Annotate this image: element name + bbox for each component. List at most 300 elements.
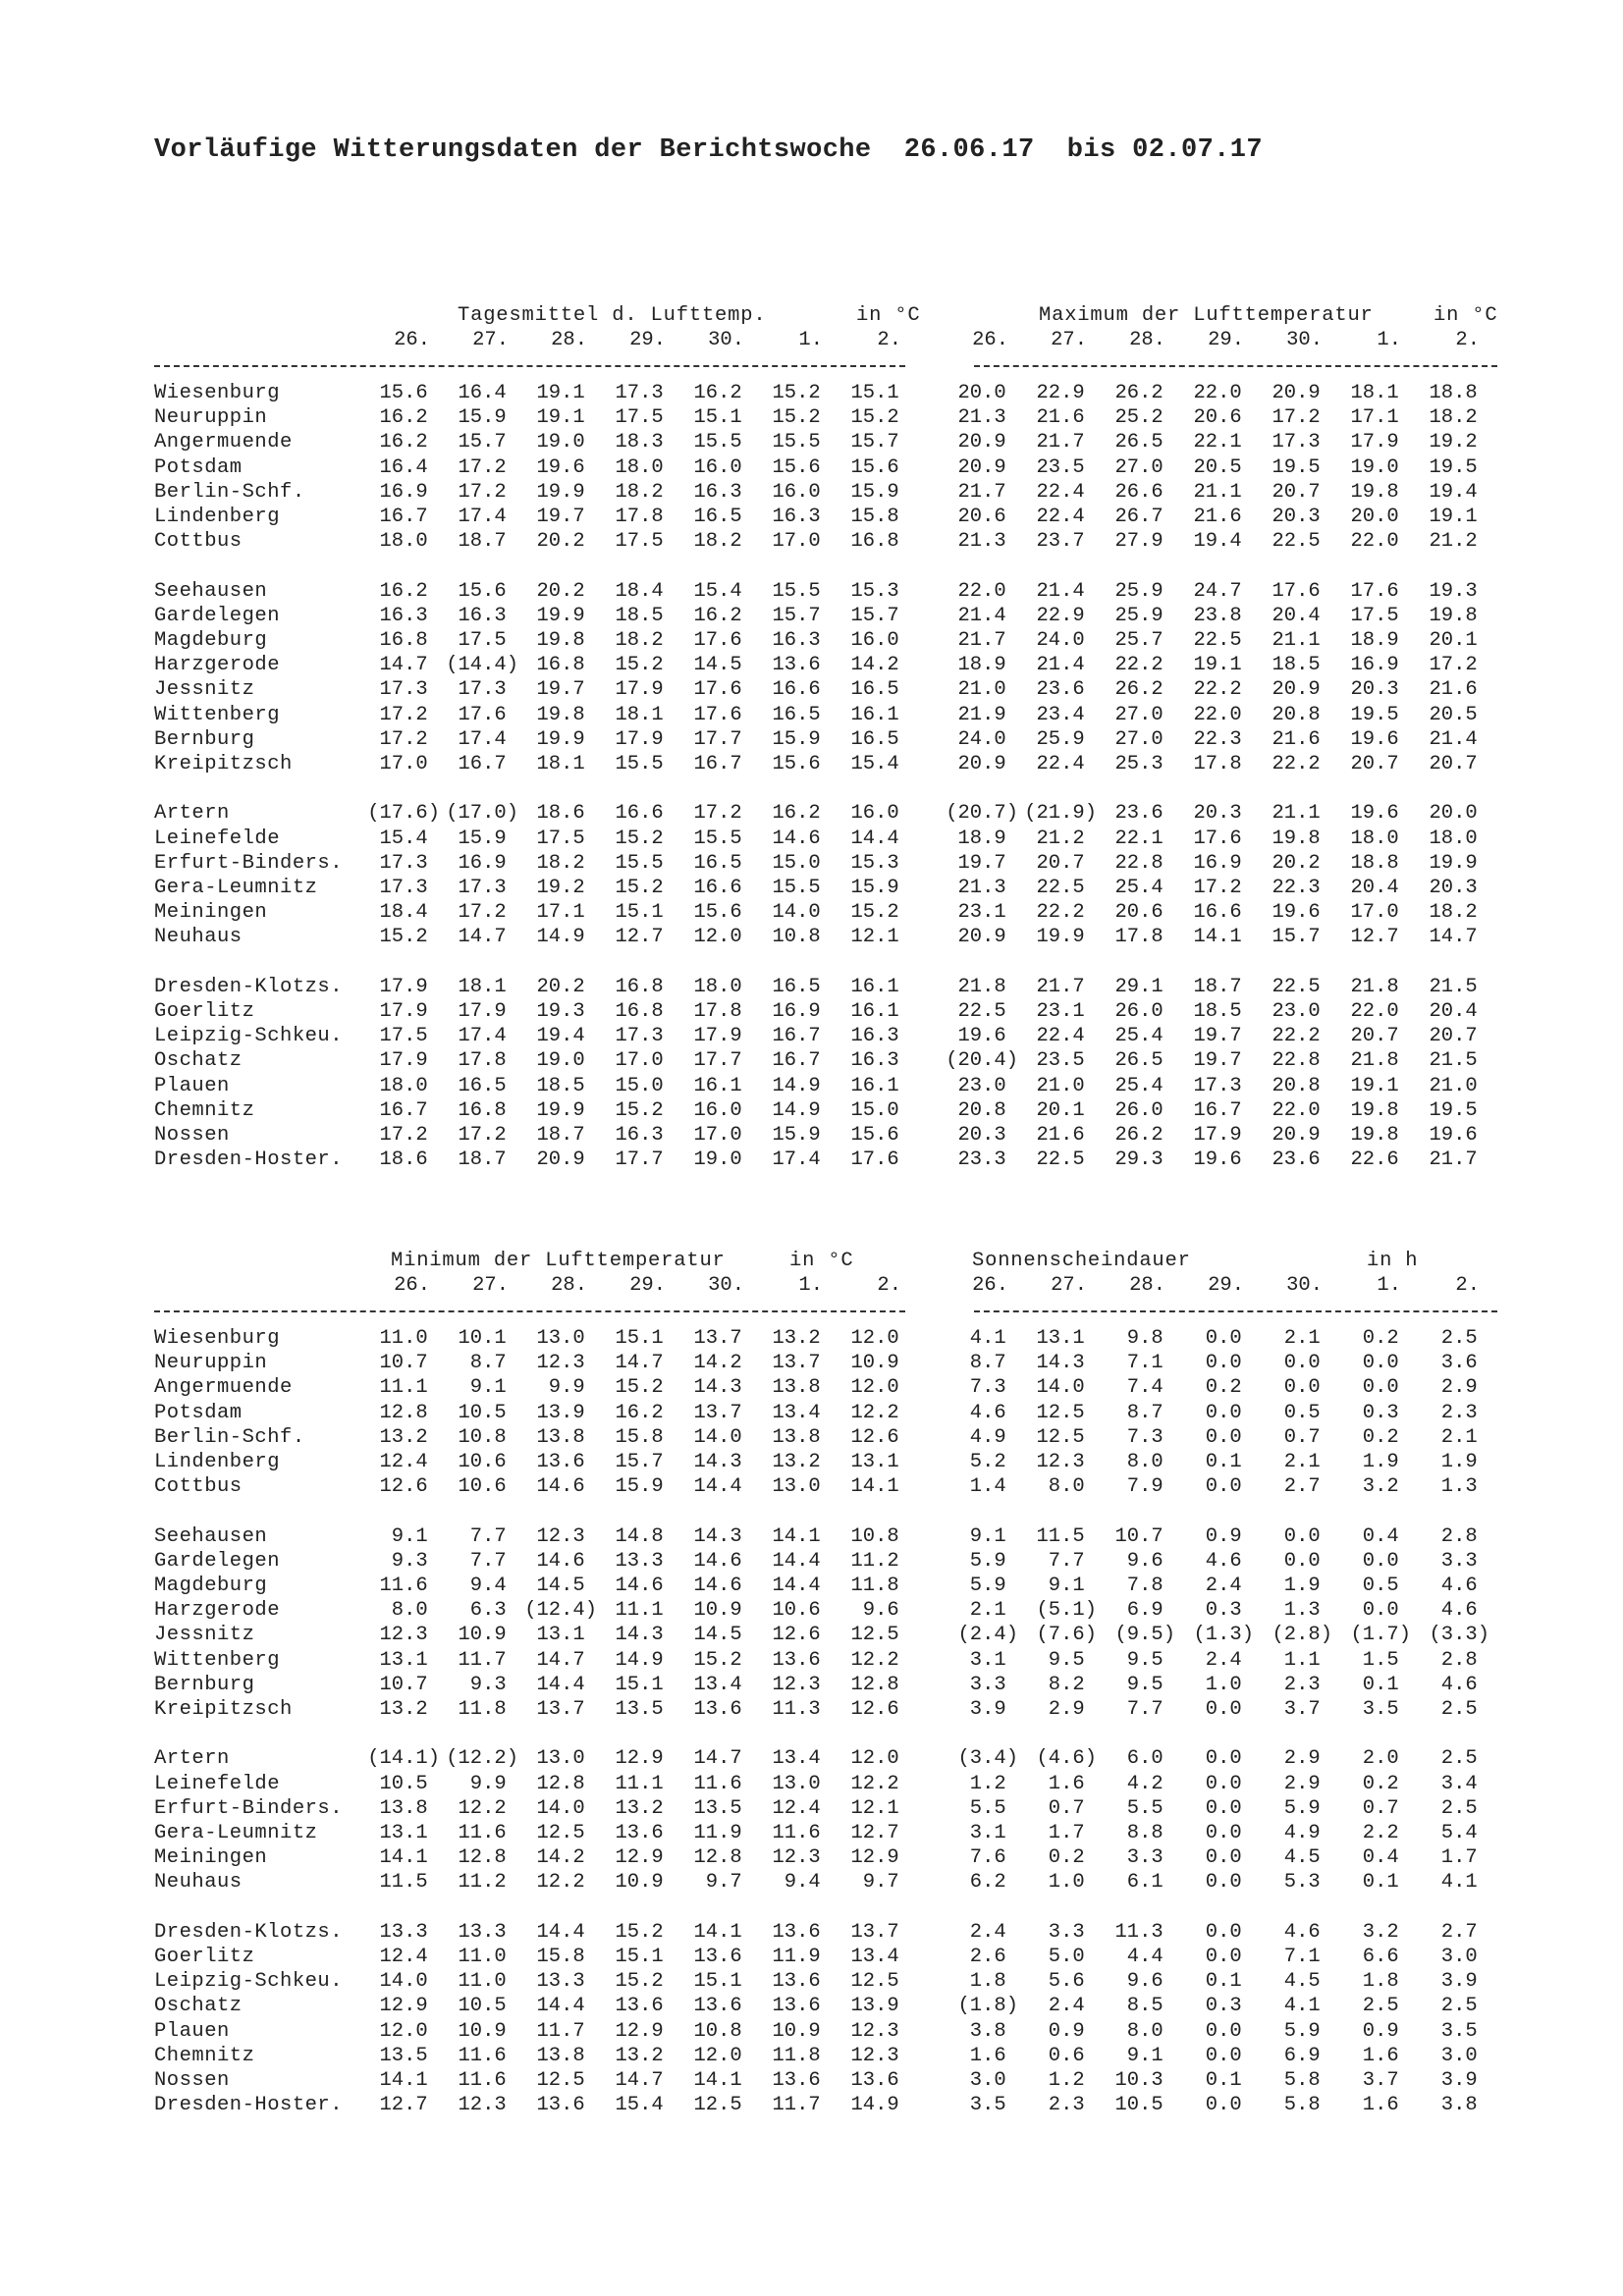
tmax-value: 20.4 (1429, 1000, 1489, 1023)
sun-value: 5.4 (1440, 1822, 1489, 1844)
station-name: Gardelegen (154, 604, 281, 627)
tmean-value: 15.2 (850, 406, 911, 430)
station-name: Angermuende (154, 431, 293, 454)
tmin-value: 15.1 (615, 1327, 676, 1350)
tmin-value: 11.0 (458, 1946, 518, 1968)
tmax-value: 25.9 (1036, 727, 1097, 751)
sun-value: 4.5 (1283, 1846, 1332, 1870)
tmin-value: 9.9 (548, 1376, 597, 1400)
tmin-value: 11.9 (693, 1822, 754, 1844)
tmean-value: 18.6 (536, 802, 597, 826)
tmin-value: 14.4 (536, 1673, 597, 1696)
tmax-value: 21.5 (1429, 975, 1489, 998)
tmax-value: 21.1 (1193, 480, 1254, 504)
tmax-value: 17.2 (1271, 406, 1332, 430)
tmean-value: 17.6 (458, 703, 518, 726)
tmax-value: 24.0 (957, 727, 1018, 751)
tmean-value: 16.8 (615, 1000, 676, 1023)
tmax-value: 19.8 (1350, 480, 1411, 504)
tmean-value: 18.0 (615, 455, 676, 479)
tmax-value: 20.3 (1350, 678, 1411, 702)
tmin-value: 10.5 (458, 1995, 518, 2018)
sun-value: 1.2 (1048, 2069, 1097, 2092)
sun-value: 0.7 (1048, 1796, 1097, 1820)
sun-value: 0.0 (1362, 1376, 1411, 1400)
sun-value: 1.9 (1283, 1575, 1332, 1597)
tmean-day-header: 28. (551, 329, 587, 351)
tmean-day-header: 29. (629, 329, 666, 351)
sun-value: 2.5 (1440, 1796, 1489, 1820)
tmin-value: 13.6 (536, 1451, 597, 1473)
sun-value: 0.1 (1205, 2069, 1254, 2092)
tmin-value: 11.2 (850, 1549, 911, 1573)
tmax-value: 19.7 (1193, 1049, 1254, 1073)
tmin-value: 7.7 (469, 1524, 518, 1548)
sun-value: 0.0 (1205, 2044, 1254, 2067)
tmean-value: 15.9 (458, 827, 518, 850)
sun-value: 3.3 (1440, 1549, 1489, 1573)
sun-value: 1.9 (1362, 1451, 1411, 1473)
tmax-value: 21.7 (957, 480, 1018, 504)
tmax-value: 20.2 (1271, 851, 1332, 875)
tmin-value: 12.5 (536, 2069, 597, 2092)
sun-value: 1.8 (1362, 1970, 1411, 1994)
tmin-day-header: 26. (394, 1274, 430, 1297)
tmin-value: 11.0 (458, 1970, 518, 1994)
sun-value: 3.2 (1362, 1475, 1411, 1499)
tmin-value: 12.3 (772, 1673, 833, 1696)
tmin-value: 8.0 (391, 1599, 440, 1623)
tmin-value: 14.1 (379, 2069, 440, 2092)
top-right-separator (974, 365, 1497, 367)
tmean-value: 15.2 (615, 827, 676, 850)
tmin-value: 9.1 (469, 1376, 518, 1400)
tmin-value: 12.0 (693, 2044, 754, 2067)
tmax-value: 20.0 (1429, 802, 1489, 826)
tmin-value: 14.2 (536, 1846, 597, 1870)
sun-value: 3.9 (1440, 2069, 1489, 2092)
tmax-value: 15.7 (1271, 926, 1332, 949)
tmin-value: 10.5 (458, 1401, 518, 1424)
tmin-value: 10.8 (458, 1425, 518, 1449)
tmax-value: 22.5 (1036, 1148, 1097, 1172)
tmax-value: (21.9) (1024, 802, 1097, 826)
tmin-value: 12.2 (850, 1772, 911, 1795)
sun-day-header: 1. (1377, 1274, 1401, 1297)
tmin-value: 13.6 (772, 1920, 833, 1944)
station-name: Dresden-Hoster. (154, 2094, 344, 2117)
sun-day-header: 28. (1129, 1274, 1165, 1297)
tmax-value: 20.8 (1271, 1074, 1332, 1097)
tmin-value: 15.2 (693, 1648, 754, 1672)
station-name: Lindenberg (154, 1451, 281, 1473)
sun-value: 2.1 (1283, 1451, 1332, 1473)
sun-value: 2.3 (1440, 1401, 1489, 1424)
sun-value: 3.1 (969, 1648, 1018, 1672)
tmin-value: 14.4 (693, 1475, 754, 1499)
tmax-value: 22.0 (1193, 382, 1254, 404)
tmean-value: 16.2 (693, 604, 754, 627)
sun-value: 0.0 (1362, 1549, 1411, 1573)
tmin-value: 11.8 (850, 1575, 911, 1597)
station-name: Cottbus (154, 1475, 243, 1499)
tmax-value: 22.5 (1271, 975, 1332, 998)
sun-value: 2.4 (969, 1920, 1018, 1944)
tmax-value: 20.7 (1271, 480, 1332, 504)
tmax-value: 19.5 (1271, 455, 1332, 479)
tmean-value: 17.5 (615, 530, 676, 554)
tmean-value: 15.1 (850, 382, 911, 404)
tmean-value: 16.3 (850, 1049, 911, 1073)
tmean-value: 17.9 (379, 975, 440, 998)
tmax-value: 23.8 (1193, 604, 1254, 627)
tmin-value: 12.8 (458, 1846, 518, 1870)
sun-value: 13.1 (1036, 1327, 1097, 1350)
tmean-value: 14.6 (772, 827, 833, 850)
sun-value: 5.5 (1126, 1796, 1175, 1820)
sun-value: 4.1 (1283, 1995, 1332, 2018)
tmin-value: 14.0 (379, 1970, 440, 1994)
tmin-value: 12.1 (850, 1796, 911, 1820)
tmean-value: 16.7 (458, 753, 518, 775)
station-name: Gardelegen (154, 1549, 281, 1573)
tmean-value: 15.5 (772, 877, 833, 899)
tmean-value: 15.9 (850, 877, 911, 899)
tmin-value: 13.2 (772, 1451, 833, 1473)
tmax-value: 20.7 (1429, 753, 1489, 775)
tmax-value: 22.5 (1193, 629, 1254, 652)
tmin-value: 12.0 (850, 1747, 911, 1771)
sun-value: 1.0 (1048, 1871, 1097, 1895)
tmin-value: 13.8 (536, 2044, 597, 2067)
sun-value: 0.5 (1283, 1401, 1332, 1424)
tmin-value: 13.3 (458, 1920, 518, 1944)
sun-value: 1.6 (1048, 1772, 1097, 1795)
tmean-value: 18.7 (458, 1148, 518, 1172)
tmax-value: 25.7 (1114, 629, 1175, 652)
sun-value: 1.4 (969, 1475, 1018, 1499)
tmax-value: 14.1 (1193, 926, 1254, 949)
tmin-value: 13.8 (772, 1376, 833, 1400)
tmin-value: 13.2 (772, 1327, 833, 1350)
station-name: Harzgerode (154, 1599, 281, 1623)
station-name: Kreipitzsch (154, 753, 293, 775)
tmax-value: 23.5 (1036, 1049, 1097, 1073)
sun-value: 0.5 (1362, 1575, 1411, 1597)
tmin-value: 11.1 (615, 1599, 676, 1623)
sun-value: 0.0 (1205, 1475, 1254, 1499)
sun-value: 3.4 (1440, 1772, 1489, 1795)
tmin-value: 11.0 (379, 1327, 440, 1350)
tmean-value: 17.1 (536, 901, 597, 925)
sun-value: 3.0 (1440, 1946, 1489, 1968)
sun-value: 6.6 (1362, 1946, 1411, 1968)
tmax-value: 21.6 (1036, 1124, 1097, 1147)
tmean-value: 19.1 (536, 406, 597, 430)
tmin-value: 9.4 (784, 1871, 833, 1895)
tmean-value: 20.2 (536, 975, 597, 998)
tmin-value: 10.9 (615, 1871, 676, 1895)
sun-value: 3.3 (1048, 1920, 1097, 1944)
tmin-value: 11.3 (772, 1698, 833, 1721)
tmin-value: 13.1 (536, 1624, 597, 1647)
tmin-value: 11.6 (458, 2044, 518, 2067)
tmean-value: 15.2 (772, 406, 833, 430)
tmin-value: 12.5 (850, 1624, 911, 1647)
tmax-value: 19.0 (1350, 455, 1411, 479)
tmean-day-header: 26. (394, 329, 430, 351)
tmin-value: 13.7 (536, 1698, 597, 1721)
sun-value: 2.9 (1283, 1772, 1332, 1795)
sun-value: 14.3 (1036, 1352, 1097, 1375)
tmin-value: 13.4 (772, 1747, 833, 1771)
tmin-value: 12.9 (615, 1747, 676, 1771)
tmax-value: 21.9 (957, 703, 1018, 726)
sun-value: 6.1 (1126, 1871, 1175, 1895)
tmean-value: 17.4 (458, 506, 518, 528)
sun-value: 9.1 (1126, 2044, 1175, 2067)
sun-value: 3.5 (1362, 1698, 1411, 1721)
tmax-day-header: 29. (1208, 329, 1244, 351)
tmean-value: 19.9 (536, 727, 597, 751)
tmin-day-header: 2. (877, 1274, 901, 1297)
tmin-value: 14.7 (615, 2069, 676, 2092)
tmin-value: 11.7 (458, 1648, 518, 1672)
tmax-value: 19.5 (1429, 455, 1489, 479)
tmax-value: 17.6 (1271, 579, 1332, 603)
tmean-value: 18.7 (458, 530, 518, 554)
tmax-value: 23.4 (1036, 703, 1097, 726)
tmin-value: 10.8 (693, 2019, 754, 2043)
tmean-value: 19.7 (536, 678, 597, 702)
tmean-value: 17.4 (458, 1025, 518, 1048)
station-name: Nossen (154, 1124, 230, 1147)
station-name: Nossen (154, 2069, 230, 2092)
station-name: Potsdam (154, 1401, 243, 1424)
tmax-value: 20.7 (1350, 1025, 1411, 1048)
tmax-value: 21.7 (1036, 431, 1097, 454)
tmean-value: 17.6 (693, 629, 754, 652)
tmax-value: 19.8 (1271, 827, 1332, 850)
sun-value: 0.1 (1362, 1673, 1411, 1696)
tmean-value: 17.3 (458, 877, 518, 899)
station-name: Bernburg (154, 1673, 255, 1696)
tmax-value: 22.0 (957, 579, 1018, 603)
sun-value: 0.0 (1205, 1796, 1254, 1820)
tmin-value: 12.8 (850, 1673, 911, 1696)
tmax-value: 27.9 (1114, 530, 1175, 554)
tmin-value: 14.6 (693, 1575, 754, 1597)
tmax-value: 20.9 (957, 431, 1018, 454)
tmax-value: 22.0 (1193, 703, 1254, 726)
sun-value: 2.9 (1440, 1376, 1489, 1400)
tmean-value: 17.3 (615, 382, 676, 404)
sun-value: 0.7 (1362, 1796, 1411, 1820)
tmax-value: 19.4 (1193, 530, 1254, 554)
tmin-value: 13.6 (693, 1698, 754, 1721)
tmin-value: 14.9 (850, 2094, 911, 2117)
tmean-value: 16.5 (693, 506, 754, 528)
tmax-value: 17.6 (1350, 579, 1411, 603)
tmean-value: 16.1 (693, 1074, 754, 1097)
tmean-value: 19.1 (536, 382, 597, 404)
tmax-value: 18.5 (1271, 654, 1332, 677)
tmin-value: 13.5 (693, 1796, 754, 1820)
tmin-value: 13.4 (850, 1946, 911, 1968)
tmin-value: 16.2 (615, 1401, 676, 1424)
tmin-value: 14.2 (693, 1352, 754, 1375)
tmax-value: 21.8 (1350, 1049, 1411, 1073)
tmean-value: 18.3 (615, 431, 676, 454)
tmin-value: 14.3 (693, 1524, 754, 1548)
tmax-value: 21.3 (957, 406, 1018, 430)
tmean-value: 16.7 (693, 753, 754, 775)
tmean-value: 16.6 (615, 802, 676, 826)
station-name: Bernburg (154, 727, 255, 751)
tmax-value: 20.6 (957, 506, 1018, 528)
tmax-value: 19.3 (1429, 579, 1489, 603)
tmean-value: 17.2 (458, 455, 518, 479)
tmin-value: 9.4 (469, 1575, 518, 1597)
tmin-value: 10.7 (379, 1352, 440, 1375)
sun-value: 9.1 (1048, 1575, 1097, 1597)
tmean-value: 16.3 (615, 1124, 676, 1147)
tmax-value: 17.8 (1193, 753, 1254, 775)
tmin-value: 13.6 (772, 1995, 833, 2018)
tmax-value: 22.6 (1350, 1148, 1411, 1172)
tmax-value: 16.9 (1350, 654, 1411, 677)
sun-value: 0.0 (1205, 1698, 1254, 1721)
tmin-value: 12.0 (379, 2019, 440, 2043)
sun-value: 3.0 (969, 2069, 1018, 2092)
tmax-value: 20.9 (1271, 1124, 1332, 1147)
sun-value: 9.8 (1126, 1327, 1175, 1350)
tmean-value: 14.7 (458, 926, 518, 949)
tmean-value: 19.4 (536, 1025, 597, 1048)
tmin-value: 12.3 (379, 1624, 440, 1647)
tmax-value: 21.4 (957, 604, 1018, 627)
sun-value: 0.0 (1283, 1524, 1332, 1548)
sun-value: 8.0 (1048, 1475, 1097, 1499)
tmin-value: 13.1 (379, 1648, 440, 1672)
sun-value: 0.4 (1362, 1846, 1411, 1870)
sun-value: 0.2 (1205, 1376, 1254, 1400)
tmean-value: 18.0 (379, 530, 440, 554)
tmean-value: 19.9 (536, 1098, 597, 1122)
tmean-value: 18.2 (615, 480, 676, 504)
tmin-value: (14.1) (367, 1747, 440, 1771)
tmin-value: 10.6 (458, 1475, 518, 1499)
sun-value: 1.6 (1362, 2094, 1411, 2117)
tmin-value: 13.6 (850, 2069, 911, 2092)
tmean-value: 15.2 (850, 901, 911, 925)
tmax-value: 18.2 (1429, 901, 1489, 925)
tmax-value: 21.5 (1429, 1049, 1489, 1073)
station-name: Artern (154, 802, 230, 826)
sun-day-header: 2. (1455, 1274, 1480, 1297)
tmax-value: 20.3 (957, 1124, 1018, 1147)
tmean-value: 17.0 (615, 1049, 676, 1073)
tmax-value: 20.3 (1271, 506, 1332, 528)
sun-value: (2.8) (1271, 1624, 1332, 1647)
tmin-value: 11.9 (772, 1946, 833, 1968)
tmax-value: 21.8 (1350, 975, 1411, 998)
sun-value: 4.6 (1205, 1549, 1254, 1573)
sun-value: (9.5) (1114, 1624, 1175, 1647)
tmax-value: 22.5 (1271, 530, 1332, 554)
tmax-value: 23.6 (1114, 802, 1175, 826)
tmin-value: 12.3 (536, 1524, 597, 1548)
sun-value: 5.8 (1283, 2069, 1332, 2092)
tmin-value: 15.1 (615, 1946, 676, 1968)
tmin-value: 13.9 (850, 1995, 911, 2018)
tmax-value: 18.9 (1350, 629, 1411, 652)
sun-value: 0.0 (1283, 1352, 1332, 1375)
tmean-value: 15.0 (615, 1074, 676, 1097)
tmax-value: 19.7 (1193, 1025, 1254, 1048)
sun-value: (4.6) (1036, 1747, 1097, 1771)
sun-value: 1.6 (1362, 2044, 1411, 2067)
tmax-value: 20.1 (1429, 629, 1489, 652)
tmin-value: 10.9 (850, 1352, 911, 1375)
sun-value: 9.6 (1126, 1549, 1175, 1573)
tmean-header-unit: in °C (856, 304, 921, 327)
tmin-value: 12.9 (615, 2019, 676, 2043)
tmin-value: 13.6 (615, 1995, 676, 2018)
tmax-value: 16.9 (1193, 851, 1254, 875)
sun-value: 4.6 (1440, 1599, 1489, 1623)
sun-header-label: Sonnenscheindauer (972, 1250, 1191, 1272)
bottom-left-separator (154, 1310, 905, 1312)
station-name: Wiesenburg (154, 382, 281, 404)
sun-value: 4.9 (969, 1425, 1018, 1449)
tmean-value: 15.6 (772, 753, 833, 775)
tmean-value: 13.6 (772, 654, 833, 677)
sun-value: 2.8 (1440, 1524, 1489, 1548)
tmax-header-unit: in °C (1434, 304, 1498, 327)
station-name: Neuhaus (154, 1871, 243, 1895)
tmin-value: 12.6 (772, 1624, 833, 1647)
sun-value: 0.0 (1205, 1871, 1254, 1895)
tmax-value: 19.1 (1193, 654, 1254, 677)
sun-value: 0.3 (1205, 1995, 1254, 2018)
tmean-value: 17.2 (458, 480, 518, 504)
tmin-value: 15.2 (615, 1920, 676, 1944)
tmin-value: 13.6 (772, 1648, 833, 1672)
sun-value: 0.1 (1205, 1970, 1254, 1994)
station-name: Neuhaus (154, 926, 243, 949)
sun-value: 5.2 (969, 1451, 1018, 1473)
tmean-value: 15.3 (850, 851, 911, 875)
tmin-value: 13.2 (615, 2044, 676, 2067)
tmax-value: 23.6 (1036, 678, 1097, 702)
sun-value: 2.5 (1440, 1327, 1489, 1350)
tmin-value: 12.3 (850, 2044, 911, 2067)
tmax-value: 21.6 (1429, 678, 1489, 702)
tmax-value: 21.8 (957, 975, 1018, 998)
sun-value: 4.6 (1440, 1575, 1489, 1597)
tmean-value: 15.5 (615, 851, 676, 875)
tmax-value: 22.0 (1350, 1000, 1411, 1023)
tmean-value: 18.5 (615, 604, 676, 627)
tmax-value: 19.1 (1350, 1074, 1411, 1097)
tmin-value: 12.9 (379, 1995, 440, 2018)
tmin-value: 12.9 (615, 1846, 676, 1870)
tmean-value: 19.3 (536, 1000, 597, 1023)
tmean-value: 17.4 (458, 727, 518, 751)
tmax-value: 21.7 (957, 629, 1018, 652)
tmin-value: 9.3 (391, 1549, 440, 1573)
